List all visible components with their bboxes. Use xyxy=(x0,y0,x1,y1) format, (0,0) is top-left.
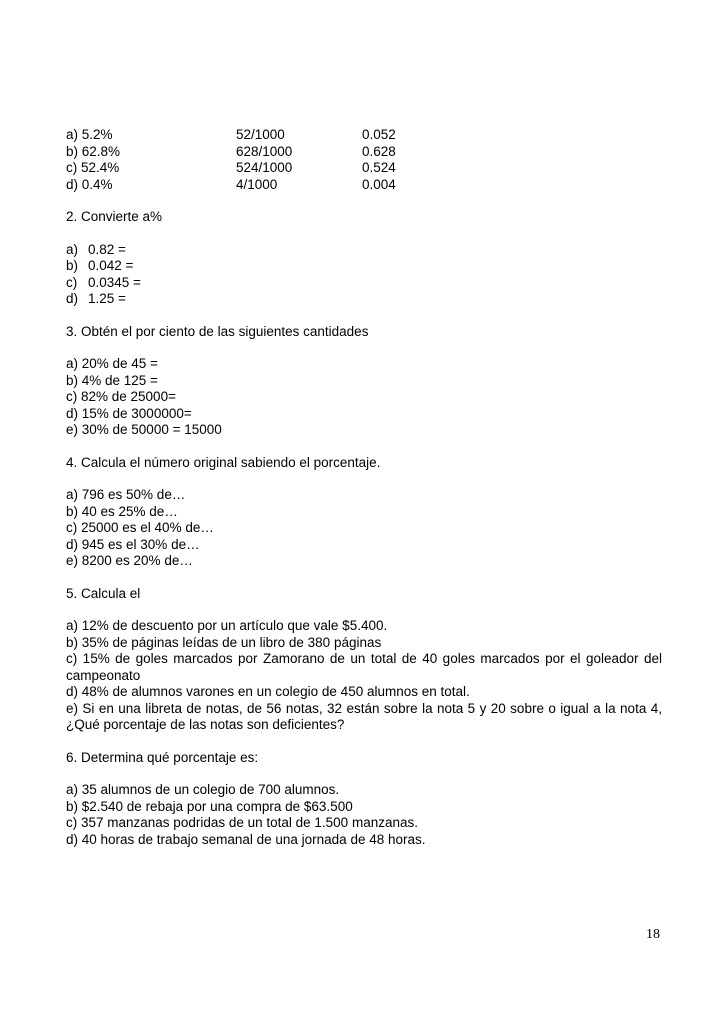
table-cell: 4/1000 xyxy=(236,176,278,192)
section-3-list xyxy=(66,356,662,439)
page-content xyxy=(66,127,662,848)
table-cell: 0.524 xyxy=(362,160,396,175)
list-item: b) 35% de páginas leídas de un libro de 380 páginas xyxy=(66,634,382,650)
list-item: c) 15% de goles marcados por Zamorano de un total de 40 goles marcados por el goleador del campeonato xyxy=(66,651,662,683)
list-item: d) 48% de alumnos varones en un colegio de 450 alumnos en total. xyxy=(66,684,470,699)
section-5-title: 5. Calcula el xyxy=(66,585,141,601)
list-item: b) $2.540 de rebaja por una compra de $63.500 xyxy=(66,798,353,814)
section-2-title: 2. Convierte a% xyxy=(66,209,163,224)
list-item: c) 357 manzanas podridas de un total de 1.500 manzanas. xyxy=(66,815,418,830)
list-item: c) 25000 es el 40% de… xyxy=(66,520,214,535)
list-item: e) 8200 es 20% de… xyxy=(66,553,193,568)
list-item: a) 0.82 = xyxy=(66,241,126,257)
list-item: d) 15% de 3000000= xyxy=(66,405,192,421)
list-item: b) 40 es 25% de… xyxy=(66,503,178,519)
list-item: a) 35 alumnos de un colegio de 700 alumnos. xyxy=(66,782,340,797)
table-cell: 0.004 xyxy=(362,176,396,192)
list-item: d) 40 horas de trabajo semanal de una jornada de 48 horas. xyxy=(66,831,426,847)
table-cell: a) 5.2% xyxy=(66,127,113,142)
list-item: b) 0.042 = xyxy=(66,258,134,273)
list-item: d) 1.25 = xyxy=(66,291,126,306)
table-cell: 0.052 xyxy=(362,127,396,142)
table-cell: 0.628 xyxy=(362,143,396,159)
list-item: c) 0.0345 = xyxy=(66,274,141,290)
section-5-list xyxy=(66,618,662,734)
table-cell: 52/1000 xyxy=(236,127,285,142)
list-item: a) 796 es 50% de… xyxy=(66,487,186,502)
section-4-list xyxy=(66,487,662,570)
section-6-title: 6. Determina qué porcentaje es: xyxy=(66,749,259,765)
list-item: e) Si en una libreta de notas, de 56 notas, 32 están sobre la nota 5 y 20 sobre o igual a la nota 4, ¿Qué porcentaje de las notas son deficientes? xyxy=(66,700,662,732)
section-3-title: 3. Obtén el por ciento de las siguientes cantidades xyxy=(66,323,369,339)
section-4-title: 4. Calcula el número original sabiendo el porcentaje. xyxy=(66,454,381,470)
list-item: c) 82% de 25000= xyxy=(66,389,176,404)
table-row xyxy=(66,144,662,161)
list-item: e) 30% de 50000 = 15000 xyxy=(66,422,222,437)
table-row xyxy=(66,127,662,144)
table-row xyxy=(66,160,662,177)
section-2-list xyxy=(66,242,662,308)
list-item: b) 4% de 125 = xyxy=(66,372,158,388)
table-row xyxy=(66,177,662,194)
list-item: a) 20% de 45 = xyxy=(66,356,158,371)
section-6-list xyxy=(66,782,662,848)
page-number: 18 xyxy=(646,927,660,942)
table-cell: c) 52.4% xyxy=(66,160,120,175)
table-cell: 628/1000 xyxy=(236,143,293,159)
conversion-table xyxy=(66,127,662,193)
table-cell: 524/1000 xyxy=(236,160,293,175)
table-cell: d) 0.4% xyxy=(66,176,113,192)
list-item: d) 945 es el 30% de… xyxy=(66,536,200,552)
table-cell: b) 62.8% xyxy=(66,143,121,159)
list-item: a) 12% de descuento por un artículo que vale $5.400. xyxy=(66,618,388,633)
